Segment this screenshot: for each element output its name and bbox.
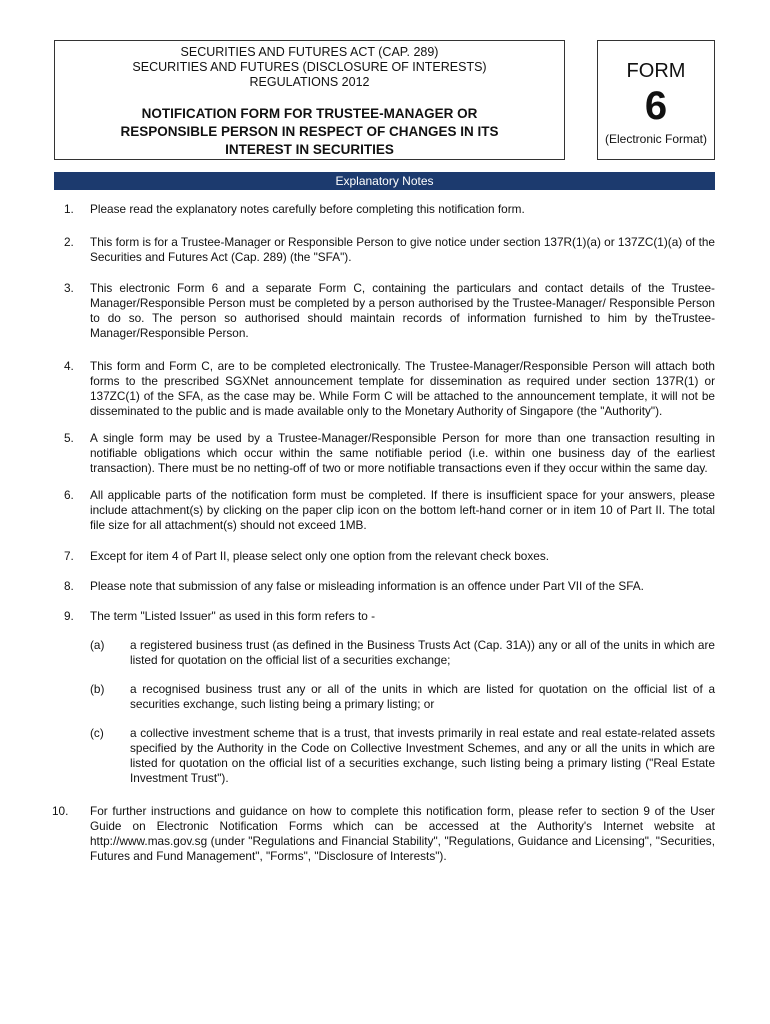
note-text: All applicable parts of the notification form must be completed. If there is insufficient space for your answers, please include attachment(s) by clicking on the paper clip icon on the bottom left-hand corner or in item 10 of Part II. The total file size for all attachment(s) should not exceed 1MB.	[90, 488, 715, 532]
sub-item	[54, 638, 715, 668]
note-text: This electronic Form 6 and a separate Form C, containing the particulars and contact details of the Trustee-Manager/Responsible Person must be completed by a person authorised by the Trustee-Manager/ Responsible Person to do so. The person so authorised should maintain records of information furnished to him by theTrustee-Manager/Responsible Person.	[90, 281, 715, 340]
note-number: 2.	[64, 235, 74, 249]
note-item	[54, 281, 715, 341]
title-line: RESPONSIBLE PERSON IN RESPECT OF CHANGES IN ITS	[120, 124, 499, 139]
explanatory-notes	[54, 202, 715, 864]
note-text: Except for item 4 of Part II, please select only one option from the relevant check boxes.	[90, 549, 550, 563]
sub-item-text: a collective investment scheme that is a trust, that invests primarily in real estate and real estate-related assets specified by the Authority in the Code on Collective Investment Schemes, and any or all the units in which are listed for quotation on the official list of a securities exchange, such listing being a primary listing ("Real Estate Investment Trust").	[130, 726, 715, 785]
page-title	[55, 105, 564, 159]
sub-item-text: a registered business trust (as defined in the Business Trusts Act (Cap. 31A)) any or all of the units in which are listed for quotation on the official list of a securities exchange;	[130, 638, 715, 667]
form-format: (Electronic Format)	[604, 132, 708, 146]
note-item	[54, 579, 715, 594]
sub-item-label: (b)	[90, 682, 105, 696]
note-number: 3.	[64, 281, 74, 295]
form-title-box	[54, 40, 565, 160]
note-text: This form is for a Trustee-Manager or Responsible Person to give notice under section 137R(1)(a) or 137ZC(1)(a) of the Securities and Futures Act (Cap. 289) (the "SFA").	[90, 235, 715, 264]
act-citation	[55, 45, 564, 90]
note-item	[54, 431, 715, 476]
note-number: 1.	[64, 202, 74, 216]
note-number: 9.	[64, 609, 74, 623]
note-item	[54, 488, 715, 533]
section-header-bar: Explanatory Notes	[54, 172, 715, 190]
note-text: The term "Listed Issuer" as used in this form refers to -	[90, 609, 376, 623]
note-text: Please read the explanatory notes carefully before completing this notification form.	[90, 202, 525, 216]
note-item	[54, 549, 715, 564]
note-number: 8.	[64, 579, 74, 593]
note-number: 6.	[64, 488, 74, 502]
note-item	[54, 202, 715, 217]
act-line: SECURITIES AND FUTURES (DISCLOSURE OF INTERESTS)	[132, 60, 487, 74]
note-item	[54, 235, 715, 265]
title-line: INTEREST IN SECURITIES	[225, 142, 394, 157]
act-line: REGULATIONS 2012	[249, 75, 370, 89]
note-number: 4.	[64, 359, 74, 373]
form-number: 6	[644, 84, 668, 128]
title-line: NOTIFICATION FORM FOR TRUSTEE-MANAGER OR	[141, 106, 478, 121]
note-number: 10.	[52, 804, 69, 818]
note-item	[54, 804, 715, 864]
sub-item-label: (a)	[90, 638, 105, 652]
note-text: A single form may be used by a Trustee-Manager/Responsible Person for more than one transaction resulting in notifiable obligations which occur within the same notifiable period (i.e. within one business day of the earliest transaction). There must be no netting-off of two or more notifiable transactions even if they occur within the same day.	[90, 431, 715, 475]
sub-item-text: a recognised business trust any or all of the units in which are listed for quotation on the official list of a securities exchange, such listing being a primary listing; or	[130, 682, 715, 711]
act-line: SECURITIES AND FUTURES ACT (CAP. 289)	[180, 45, 439, 59]
note-number: 5.	[64, 431, 74, 445]
note-number: 7.	[64, 549, 74, 563]
sub-item	[54, 682, 715, 712]
note-item	[54, 359, 715, 419]
sub-item-label: (c)	[90, 726, 104, 740]
sub-item	[54, 726, 715, 786]
note-item	[54, 609, 715, 624]
form-label: FORM	[626, 60, 686, 82]
note-text: This form and Form C, are to be completed electronically. The Trustee-Manager/Responsible Person will attach both forms to the prescribed SGXNet announcement template for dissemination as required under section 137R(1) or 137ZC(1) of the SFA, as the case may be. While Form C will be attached to the announcement template, it will not be disseminated to the public and is made available only to the Monetary Authority of Singapore (the "Authority").	[90, 359, 715, 418]
note-text: For further instructions and guidance on how to complete this notification form, please refer to section 9 of the User Guide on Electronic Notification Forms which can be accessed at the Authority's Internet website at http://www.mas.gov.sg (under "Regulations and Financial Stability", "Regulations, Guidance and Licensing", "Securities, Futures and Fund Management", "Forms", "Disclosure of Interests").	[90, 804, 715, 863]
note-text: Please note that submission of any false or misleading information is an offence under Part VII of the SFA.	[90, 579, 644, 593]
form-number-box	[597, 40, 715, 160]
